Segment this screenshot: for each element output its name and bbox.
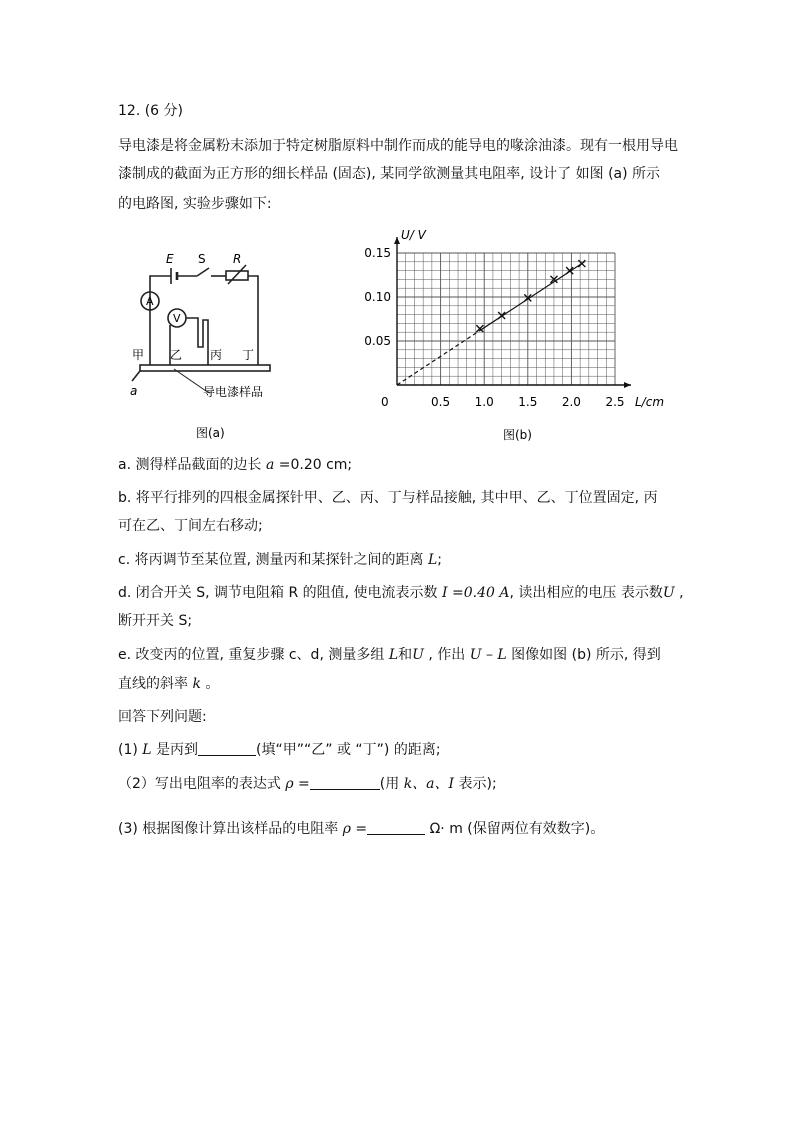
question-1: (1) L 是丙到 (填“甲”“乙” 或 “丁”) 的距离; (118, 736, 678, 764)
figure-b-caption: 图(b) (503, 428, 532, 442)
intro-line-1: 导电漆是将金属粉末添加于特定树脂原料中制作而成的能导电的喙涂油漆。现有一根用导电 (118, 138, 678, 154)
y-tick-label: 0.05 (364, 334, 391, 348)
intro-line-3: 的电路图, 实验步骤如下: (118, 196, 272, 212)
data-marks (397, 260, 585, 385)
answer-blank-3[interactable] (367, 818, 425, 835)
x-axis-arrow (624, 382, 631, 388)
label-R: R (233, 252, 242, 266)
label-bing: 丙 (210, 348, 223, 362)
step-e-line-2: 直线的斜率 k 。 (118, 676, 220, 692)
x-tick-label: 1.5 (518, 395, 538, 409)
step-e-line-1: e. 改变丙的位置, 重复步骤 c、d, 测量多组 L和U , 作出 U – L 图像如图 (b) 所示, 得到 (118, 647, 661, 663)
step-c: c. 将丙调节至某位置, 测量丙和某探针之间的距离 L; (118, 552, 442, 568)
x-tick-label: 0.5 (431, 395, 451, 409)
x-tick-label: 1.0 (474, 395, 494, 409)
axes (394, 237, 631, 388)
answers-heading: 回答下列问题: (118, 709, 207, 725)
figure-a-caption: 图(a) (196, 426, 225, 440)
label-S: S (198, 252, 206, 266)
label-a: a (130, 384, 138, 398)
answer-blank-2[interactable] (310, 773, 380, 790)
grid (397, 253, 615, 385)
axis-labels (364, 228, 664, 409)
step-d-line-1: d. 闭合开关 S, 调节电阻箱 R 的阻值, 使电流表示数 I =0.40 A, 读出相应的电压 表示数U , (118, 585, 684, 601)
y-axis-label: U/ V (401, 228, 426, 242)
intro-line-2: 漆制成的截面为正方形的细长样品 (固态), 某同学欲测量其电阻率, 设计了 如图 (a) 所示 (118, 166, 661, 182)
ammeter-label: A (146, 295, 154, 308)
fit-line-dashed (397, 331, 480, 385)
sample-label: 导电漆样品 (203, 385, 264, 399)
y-axis-arrow (394, 237, 400, 244)
step-d-line-2: 断开开关 S; (118, 613, 193, 629)
step-b-line-1: b. 将平行排列的四根金属探针甲、乙、丙、丁与样品接触, 其中甲、乙、丁位置固定, 丙 (118, 490, 658, 506)
step-a: a. 测得样品截面的边长 a =0.20 cm; (118, 457, 353, 473)
question-3: (3) 根据图像计算出该样品的电阻率 ρ = Ω· m (保留两位有效数字)。 (118, 815, 678, 843)
y-tick-label: 0.10 (364, 290, 391, 304)
origin-label: 0 (381, 395, 389, 409)
x-axis-label: L/cm (635, 395, 665, 409)
question-2: （2）写出电阻率的表达式 ρ = (用 k、a、I 表示); (118, 770, 678, 798)
voltmeter-label: V (173, 312, 181, 325)
data-point (578, 260, 585, 267)
figure-b-graph (355, 225, 665, 450)
y-tick-label: 0.15 (364, 246, 391, 260)
x-tick-label: 2.0 (561, 395, 581, 409)
figure-a-circuit (118, 235, 308, 445)
x-tick-label: 2.5 (605, 395, 625, 409)
question-number: 12. (6 分) (118, 103, 183, 119)
answer-blank-1[interactable] (198, 739, 256, 756)
step-b-line-2: 可在乙、丁间左右移动; (118, 518, 263, 534)
label-ding: 丁 (242, 348, 255, 362)
label-jia: 甲 (132, 348, 145, 362)
label-E: E (166, 252, 174, 266)
label-yi: 乙 (170, 348, 183, 362)
